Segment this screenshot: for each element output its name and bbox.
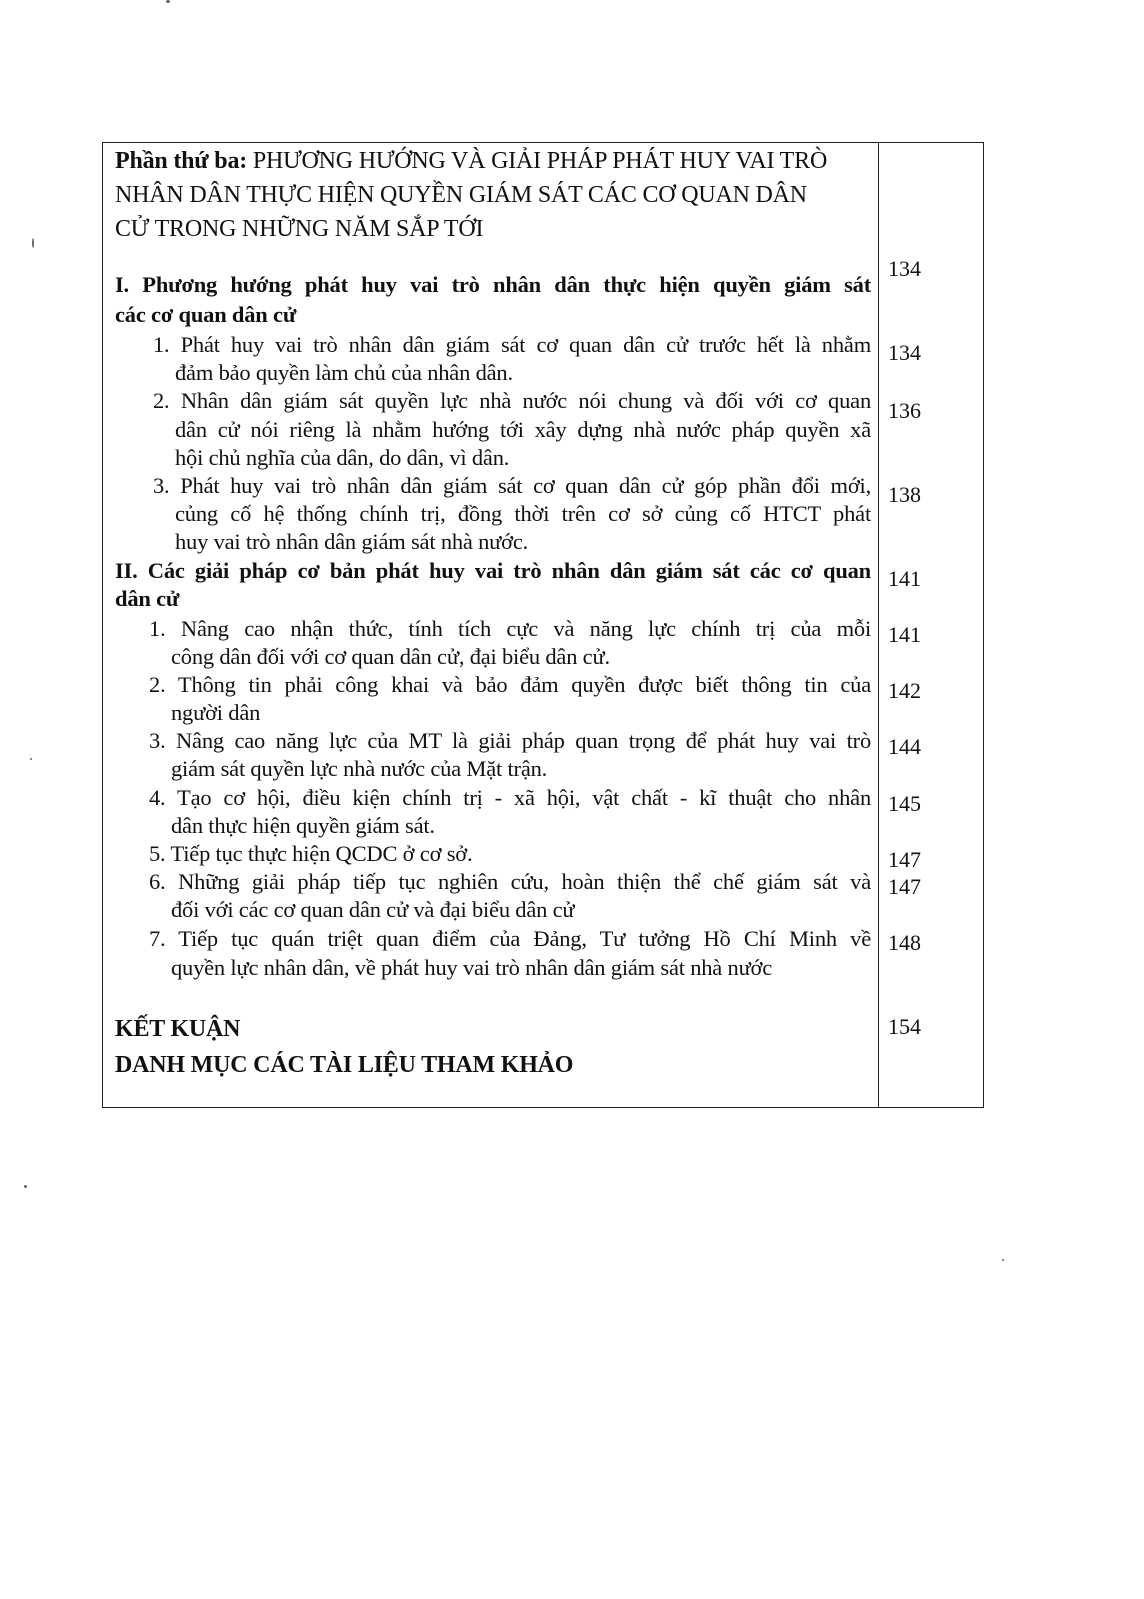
toc-item: 3. Phát huy vai trò nhân dân giám sát cơ quan dân cử góp phần đổi mới, [153,473,871,498]
page-number: 136 [888,398,921,423]
section-2-title: II. Các giải pháp cơ bản phát huy vai trò nhân dân giám sát các cơ quan [115,558,871,583]
toc-item-cont: dân cử nói riêng là nhằm hướng tới xây dựng nhà nước pháp quyền xã [175,417,871,442]
toc-item-cont: đảm bảo quyền làm chủ của nhân dân. [175,360,513,385]
toc-item: 4. Tạo cơ hội, điều kiện chính trị - xã hội, vật chất - kĩ thuật cho nhân [149,785,871,810]
page-number: 134 [888,256,921,281]
part-heading-line-3: CỬ TRONG NHỮNG NĂM SẮP TỚI [115,216,484,242]
part-heading-line-2: NHÂN DÂN THỰC HIỆN QUYỀN GIÁM SÁT CÁC CƠ QUAN DÂN [115,182,807,208]
toc-item: 2. Nhân dân giám sát quyền lực nhà nước nói chung và đối với cơ quan [153,388,871,413]
page-number: 134 [888,340,921,365]
page-number: 142 [888,678,921,703]
toc-item-cont: quyền lực nhân dân, về phát huy vai trò nhân dân giám sát nhà nước [171,955,773,980]
references-heading: DANH MỤC CÁC TÀI LIỆU THAM KHẢO [115,1052,574,1078]
page-number: 147 [888,847,921,872]
toc-item-cont: củng cố hệ thống chính trị, đồng thời trên cơ sở củng cố HTCT phát [175,501,871,526]
scan-speck [30,758,32,760]
toc-item-cont: dân thực hiện quyền giám sát. [171,813,435,838]
part-lead: Phần thứ ba: [115,148,248,174]
page-number: 141 [888,622,921,647]
scan-speck [24,1185,27,1188]
toc-item-cont: công dân đối với cơ quan dân cử, đại biểu dân cử. [171,644,610,669]
page-number: 144 [888,734,921,759]
section-2-title-cont: dân cử [115,586,180,611]
page-number: 141 [888,566,921,591]
toc-item: 5. Tiếp tục thực hiện QCDC ở cơ sở. [149,841,473,866]
page-number: 147 [888,874,921,899]
toc-item: 3. Nâng cao năng lực của MT là giải pháp quan trọng để phát huy vai trò [149,728,871,753]
toc-item: 7. Tiếp tục quán triệt quan điểm của Đảng, Tư tưởng Hồ Chí Minh về [149,926,871,951]
scan-speck [166,0,170,3]
toc-item-cont: đối với các cơ quan dân cử và đại biểu dân cử [171,897,575,922]
part-title: PHƯƠNG HƯỚNG VÀ GIẢI PHÁP PHÁT HUY VAI TRÒ [247,148,828,174]
scan-speck [1002,1259,1004,1261]
column-divider [878,143,879,1107]
scan-speck [32,238,34,248]
page-number: 145 [888,791,921,816]
toc-item: 1. Phát huy vai trò nhân dân giám sát cơ quan dân cử trước hết là nhằm [153,332,871,357]
part-heading-line-1 [115,147,871,175]
page-number: 154 [888,1014,921,1039]
table-of-contents [102,142,984,1108]
page-number: 138 [888,482,921,507]
toc-item-cont: huy vai trò nhân dân giám sát nhà nước. [175,529,529,554]
section-1-title-cont: các cơ quan dân cử [115,302,297,327]
toc-item-cont: người dân [171,700,261,725]
toc-item: 6. Những giải pháp tiếp tục nghiên cứu, hoàn thiện thể chế giám sát và [149,869,871,894]
toc-item: 1. Nâng cao nhận thức, tính tích cực và năng lực chính trị của mỗi [149,616,871,641]
page-number: 148 [888,930,921,955]
section-1-title: I. Phương hướng phát huy vai trò nhân dân thực hiện quyền giám sát [115,272,871,297]
conclusion-heading: KẾT KUẬN [115,1016,241,1042]
toc-item: 2. Thông tin phải công khai và bảo đảm quyền được biết thông tin của [149,672,871,697]
toc-item-cont: hội chủ nghĩa của dân, do dân, vì dân. [175,445,510,470]
toc-item-cont: giám sát quyền lực nhà nước của Mặt trận. [171,756,548,781]
